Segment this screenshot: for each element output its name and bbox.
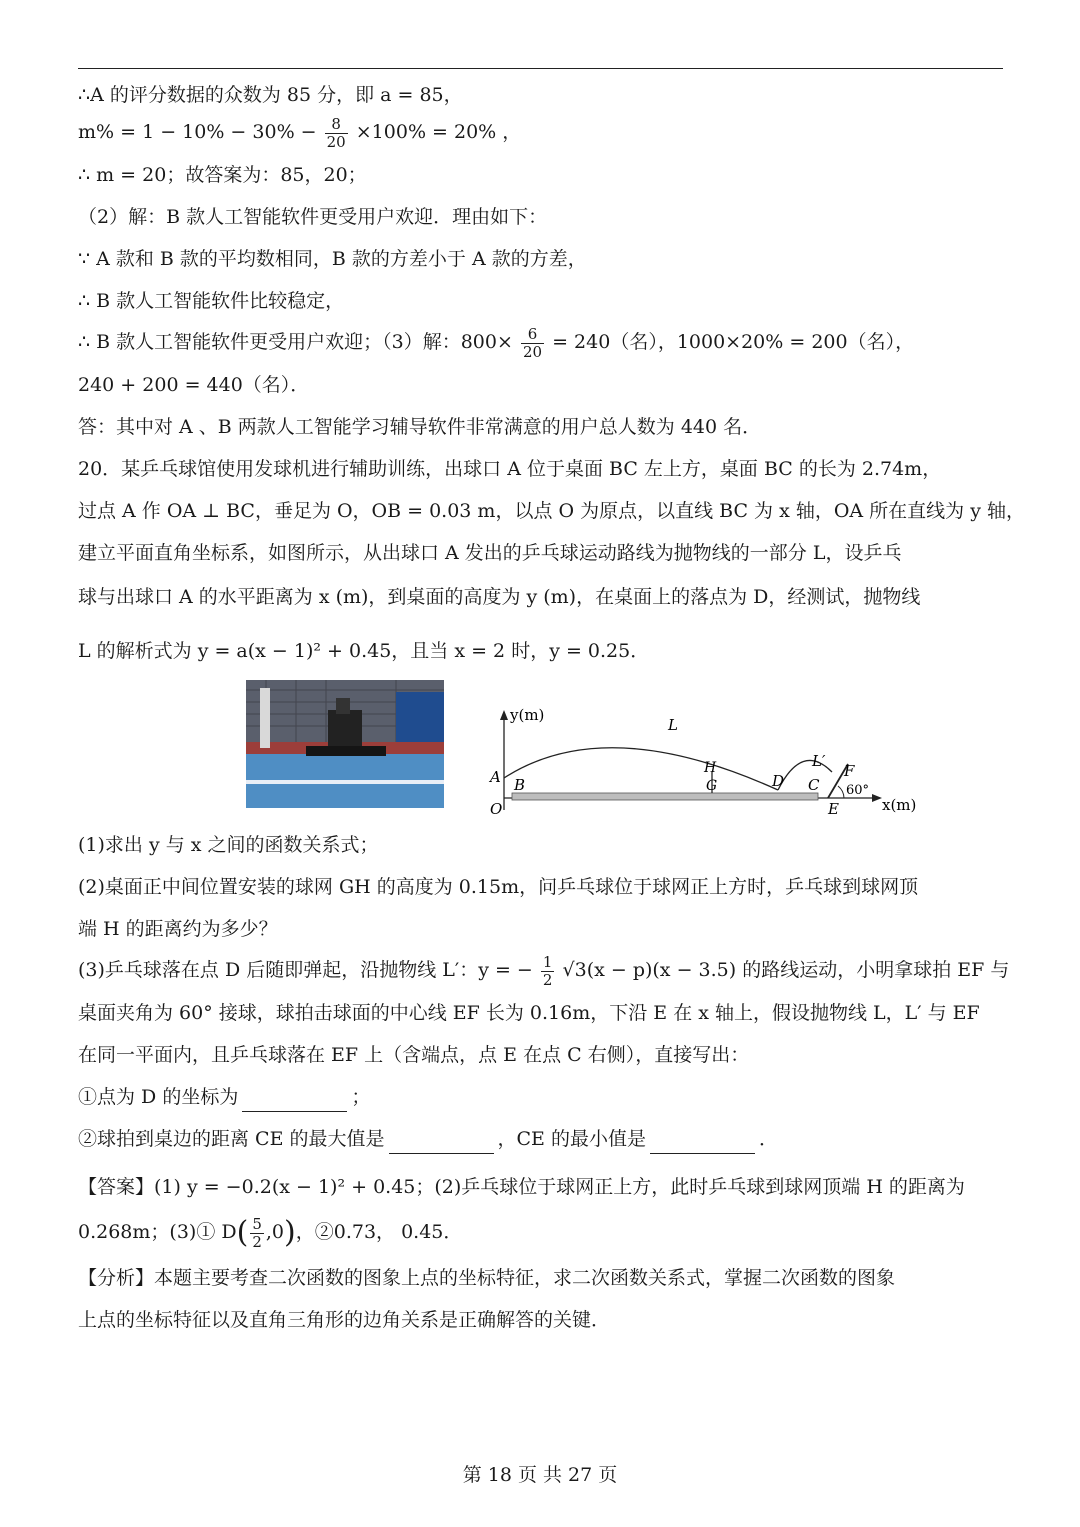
item-text: ①点为 D 的坐标为: [78, 1086, 239, 1108]
formula-line: [78, 320, 1006, 364]
label-c: C: [808, 776, 820, 794]
fraction-numerator: 8: [325, 116, 348, 134]
label-h: H: [704, 760, 717, 776]
label-g: G: [706, 778, 718, 794]
question-line: 过点 A 作 OA ⊥ BC，垂足为 O，OB = 0.03 m，以点 O 为原点，以直线 BC 为 x 轴，OA 所在直线为 y 轴，: [78, 500, 1025, 522]
answer-blank-ce-max[interactable]: [389, 1133, 494, 1154]
fraction-numerator: 1: [542, 952, 553, 971]
answer-line: [78, 1208, 1006, 1257]
item-text: ；: [351, 1086, 371, 1108]
machine-base: [306, 746, 386, 756]
fraction-denominator: 20: [522, 342, 543, 361]
formula-part: ∴ B 款人工智能软件更受用户欢迎；（3）解：800×: [78, 331, 513, 353]
label-l: L: [668, 716, 678, 734]
label-angle: 60°: [846, 783, 870, 798]
formula-part: 0.268m；(3)① D: [78, 1221, 237, 1243]
x-axis-arrow: [872, 794, 882, 802]
text-line: ∴ m = 20；故答案为：85，20；: [78, 164, 367, 186]
label-e: E: [828, 800, 839, 818]
label-l-prime: L′: [812, 752, 826, 770]
formula-part: m% = 1 − 10% − 30% −: [78, 121, 317, 143]
question-line: 20．某乒乓球馆使用发球机进行辅助训练，出球口 A 位于桌面 BC 左上方，桌面 BC 的长为 2.74m，: [78, 458, 942, 480]
left-paren: (: [236, 1215, 249, 1250]
text-line: 240 + 200 = 440（名）．: [78, 374, 310, 396]
fraction: [521, 326, 544, 361]
question-line: 球与出球口 A 的水平距离为 x (m)，到桌面的高度为 y (m)，在桌面上的落点为 D，经测试，抛物线: [78, 586, 921, 608]
question-line: 建立平面直角坐标系，如图所示，从出球口 A 发出的乒乓球运动路线为抛物线的一部分 L，设乒乓: [78, 542, 902, 564]
fraction: [541, 954, 555, 989]
fraction-denominator: 2: [252, 1232, 262, 1251]
subquestion-3-line: [78, 948, 1010, 992]
machine-body: [328, 710, 362, 750]
photo-illustration: [246, 680, 444, 808]
answer-blank-d[interactable]: [242, 1091, 347, 1112]
formula-line: [78, 110, 1006, 154]
question-line: L 的解析式为 y = a(x − 1)² + 0.45，且当 x = 2 时，y = 0.25．: [78, 640, 650, 662]
y-axis-label: y(m): [510, 706, 545, 724]
ping-pong-machine-photo: [246, 680, 444, 808]
angle-arc: [838, 786, 844, 798]
subquestion-3-item-2: [78, 1124, 1006, 1154]
subquestion-3-line: 桌面夹角为 60° 接球，球拍击球面的中心线 EF 长为 0.16m，下沿 E 在 x 轴上，假设抛物线 L，L′ 与 EF: [78, 1002, 980, 1024]
table-line: [246, 780, 444, 784]
analysis-line: 上点的坐标特征以及直角三角形的边角关系是正确解答的关键．: [78, 1309, 611, 1331]
subquestion-1: (1)求出 y 与 x 之间的函数关系式；: [78, 834, 379, 856]
white-post: [260, 688, 270, 748]
text-line: ∴A 的评分数据的众数为 85 分，即 a = 85，: [78, 84, 463, 106]
figure-row: [78, 676, 1006, 826]
label-b: B: [514, 776, 526, 794]
right-paren: ): [284, 1215, 296, 1250]
formula-part: (3)乒乓球落在点 D 后随即弹起，沿抛物线 L′：y = −: [78, 959, 533, 981]
fraction: [250, 1216, 264, 1251]
item-text: ②球拍到桌边的距离 CE 的最大值是: [78, 1128, 385, 1150]
item-text: ，CE 的最小值是: [497, 1128, 646, 1150]
answer-line: 【答案】(1) y = −0.2(x − 1)² + 0.45；(2)乒乓球位于球网正上方，此时乒乓球到球网顶端 H 的距离为: [78, 1176, 965, 1198]
y-axis-arrow: [500, 710, 508, 720]
x-axis-label: x(m): [882, 796, 917, 814]
formula-part: ，②0.73， 0.45．: [295, 1221, 463, 1243]
text-line: ∵ A 款和 B 款的平均数相同，B 款的方差小于 A 款的方差，: [78, 248, 587, 270]
fraction-denominator: 2: [542, 970, 553, 989]
label-o: O: [490, 800, 503, 818]
subquestion-3-item-1: [78, 1082, 1006, 1112]
text-line: 答：其中对 A 、B 两款人工智能学习辅导软件非常满意的用户总人数为 440 名．: [78, 416, 762, 438]
document-body: [78, 80, 1025, 1335]
fraction: [325, 116, 348, 151]
subquestion-2-line: (2)桌面正中间位置安装的球网 GH 的高度为 0.15m，问乒乓球位于球网正上方时，乒乓球到球网顶: [78, 876, 919, 898]
table-bc: [512, 793, 818, 800]
subquestion-2-line: 端 H 的距离约为多少？: [78, 918, 278, 940]
formula-part: = 240（名），1000×20% = 200（名），: [552, 331, 915, 353]
analysis-line: 【分析】本题主要考查二次函数的图象上点的坐标特征，求二次函数关系式，掌握二次函数的图象: [78, 1267, 896, 1289]
label-f: F: [844, 762, 855, 780]
page-footer: 第 18 页 共 27 页: [462, 1464, 618, 1486]
subquestion-3-line: 在同一平面内，且乒乓球落在 EF 上（含端点，点 E 在点 C 右侧），直接写出：: [78, 1044, 750, 1066]
machine-head: [336, 698, 350, 714]
fraction-numerator: 5: [252, 1214, 262, 1233]
coordinate-diagram: [486, 702, 926, 820]
label-d: D: [772, 772, 785, 790]
formula-part: ,0: [265, 1221, 285, 1243]
item-text: ．: [758, 1128, 778, 1150]
parabola-l: [504, 748, 778, 790]
label-a: A: [490, 768, 501, 786]
blue-banner: [396, 692, 444, 744]
text-line: （2）解：B 款人工智能软件更受用户欢迎．理由如下：: [78, 206, 548, 228]
fraction-numerator: 6: [521, 326, 544, 344]
header-rule: [78, 68, 1003, 69]
text-line: ∴ B 款人工智能软件比较稳定，: [78, 290, 345, 312]
fraction-denominator: 20: [326, 132, 346, 151]
answer-blank-ce-min[interactable]: [650, 1133, 755, 1154]
formula-part: ×100% = 20% ，: [355, 121, 522, 143]
formula-part: √3(x − p)(x − 3.5) 的路线运动，小明拿球拍 EF 与: [562, 959, 1010, 981]
